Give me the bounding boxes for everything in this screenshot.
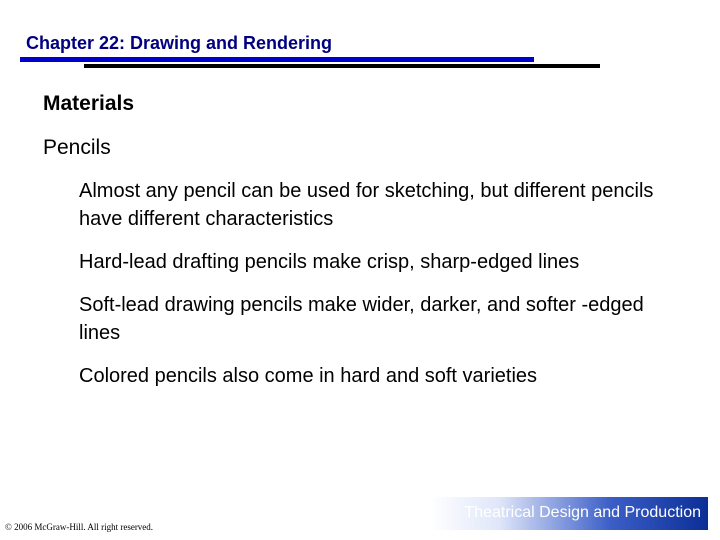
header-rule-blue (20, 57, 534, 62)
copyright-notice: © 2006 McGraw-Hill. All right reserved. (5, 522, 154, 532)
book-title: Theatrical Design and Production (464, 504, 701, 521)
footer-bar (430, 497, 708, 530)
bullet-item: Almost any pencil can be used for sketching, but different pencils have different characteristics (79, 180, 654, 230)
slide-subheading: Pencils (43, 136, 111, 159)
bullet-item: Soft-lead drawing pencils make wider, darker, and softer -edged lines (79, 294, 644, 344)
header-rule-black (84, 64, 600, 68)
bullet-item: Hard-lead drafting pencils make crisp, sharp-edged lines (79, 251, 580, 273)
bullet-item: Colored pencils also come in hard and soft varieties (79, 365, 538, 387)
chapter-title: Chapter 22: Drawing and Rendering (26, 33, 333, 53)
slide-heading: Materials (43, 92, 135, 115)
bullet-list (79, 177, 689, 405)
